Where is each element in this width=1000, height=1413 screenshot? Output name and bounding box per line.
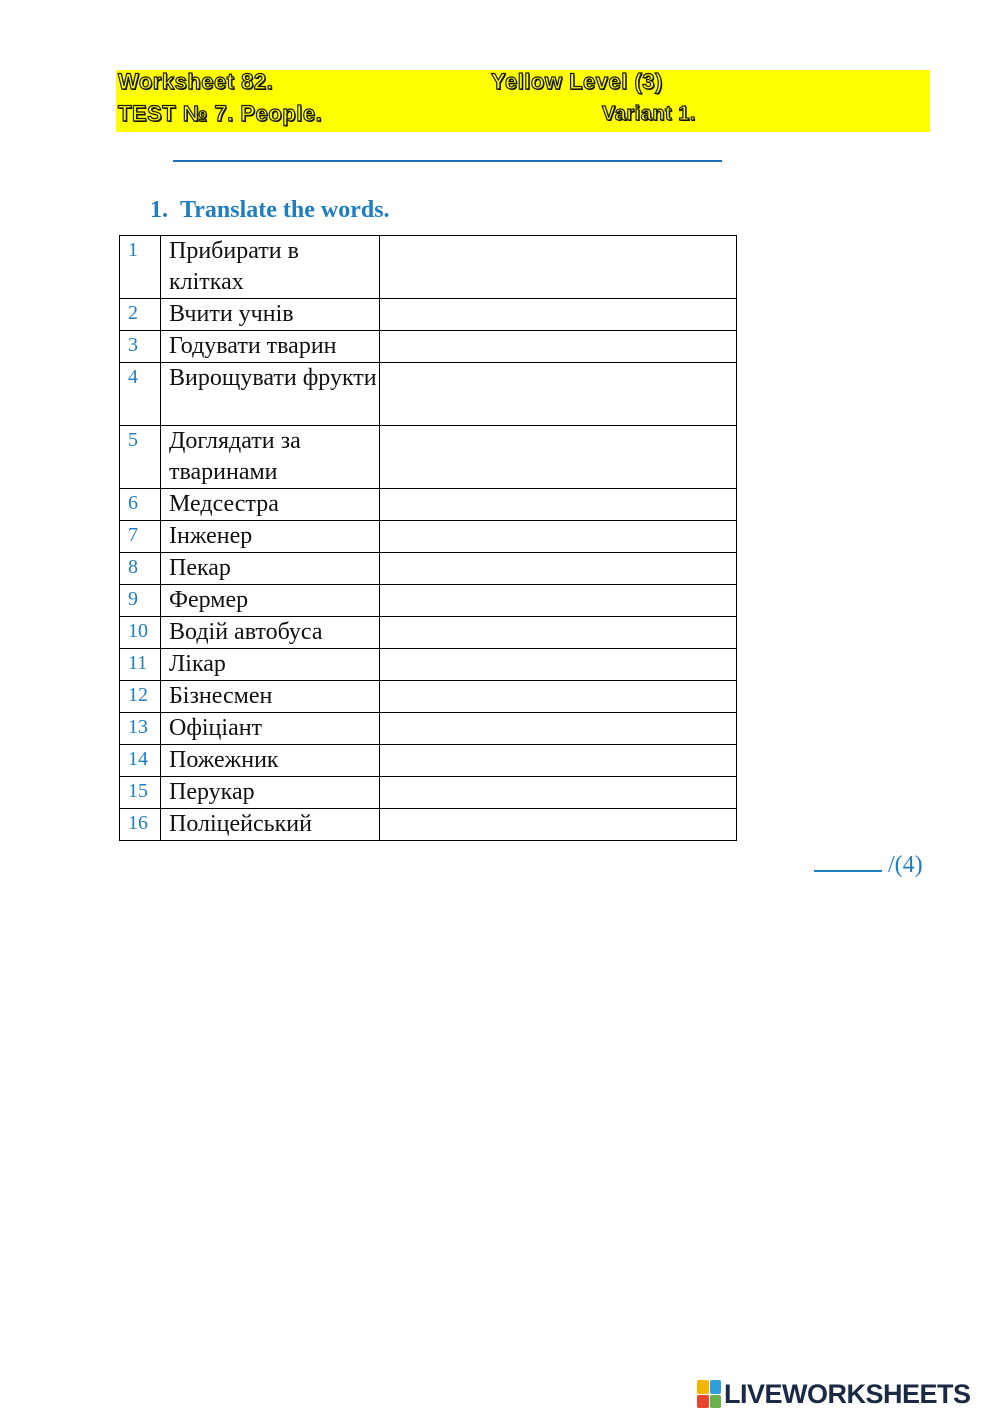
table-row	[120, 299, 737, 331]
row-number: 1	[120, 236, 161, 299]
ukrainian-word: Водій автобуса	[161, 617, 380, 649]
task-heading	[150, 196, 390, 225]
table-row	[120, 489, 737, 521]
row-number: 13	[120, 713, 161, 745]
answer-field[interactable]	[380, 489, 737, 521]
answer-field[interactable]	[380, 299, 737, 331]
table-row	[120, 713, 737, 745]
logo-text: LIVEWORKSHEETS	[724, 1378, 971, 1409]
row-number: 16	[120, 809, 161, 841]
answer-field[interactable]	[380, 713, 737, 745]
row-number: 12	[120, 681, 161, 713]
score-blank[interactable]	[814, 846, 882, 872]
variant-label: Variant 1.	[602, 103, 696, 125]
table-row	[120, 553, 737, 585]
logo-square	[697, 1395, 709, 1409]
ukrainian-word: Доглядати за тваринами	[161, 426, 380, 489]
ukrainian-word: Лікар	[161, 649, 380, 681]
answer-field[interactable]	[380, 585, 737, 617]
table-row	[120, 585, 737, 617]
ukrainian-word: Пекар	[161, 553, 380, 585]
liveworksheets-logo	[697, 1378, 971, 1410]
ukrainian-word: Перукар	[161, 777, 380, 809]
answer-field[interactable]	[380, 745, 737, 777]
answer-field[interactable]	[380, 681, 737, 713]
row-number: 3	[120, 331, 161, 363]
ukrainian-word: Медсестра	[161, 489, 380, 521]
row-number: 4	[120, 363, 161, 426]
answer-field[interactable]	[380, 363, 737, 426]
row-number: 5	[120, 426, 161, 489]
ukrainian-word: Годувати тварин	[161, 331, 380, 363]
table-row	[120, 236, 737, 299]
ukrainian-word: Фермер	[161, 585, 380, 617]
ukrainian-word: Офіціант	[161, 713, 380, 745]
worksheet-label: Worksheet 82.	[118, 69, 274, 94]
table-row	[120, 745, 737, 777]
table-row	[120, 777, 737, 809]
row-number: 7	[120, 521, 161, 553]
answer-field[interactable]	[380, 777, 737, 809]
row-number: 10	[120, 617, 161, 649]
answer-field[interactable]	[380, 617, 737, 649]
table-row	[120, 617, 737, 649]
logo-mark-icon	[697, 1380, 721, 1408]
row-number: 14	[120, 745, 161, 777]
row-number: 9	[120, 585, 161, 617]
answer-field[interactable]	[380, 331, 737, 363]
translation-table	[119, 235, 737, 841]
answer-field[interactable]	[380, 426, 737, 489]
score-total: /(4)	[888, 852, 923, 878]
row-number: 2	[120, 299, 161, 331]
row-number: 11	[120, 649, 161, 681]
task-number: 1.	[150, 197, 168, 223]
test-label: TEST № 7. People.	[118, 101, 323, 126]
answer-field[interactable]	[380, 236, 737, 299]
task-title: Translate the words.	[180, 197, 390, 223]
level-label: Yellow Level (3)	[491, 69, 663, 94]
ukrainian-word: Вчити учнів	[161, 299, 380, 331]
row-number: 15	[120, 777, 161, 809]
answer-field[interactable]	[380, 521, 737, 553]
score-field	[814, 846, 923, 879]
ukrainian-word: Вирощувати фрукти	[161, 363, 380, 426]
table-row	[120, 809, 737, 841]
divider-line	[173, 160, 722, 162]
ukrainian-word: Прибирати в клітках	[161, 236, 380, 299]
table-row	[120, 363, 737, 426]
logo-square	[710, 1380, 722, 1394]
ukrainian-word: Поліцейський	[161, 809, 380, 841]
answer-field[interactable]	[380, 553, 737, 585]
ukrainian-word: Інженер	[161, 521, 380, 553]
ukrainian-word: Пожежник	[161, 745, 380, 777]
ukrainian-word: Бізнесмен	[161, 681, 380, 713]
answer-field[interactable]	[380, 649, 737, 681]
logo-square	[710, 1395, 722, 1409]
table-row	[120, 331, 737, 363]
row-number: 8	[120, 553, 161, 585]
table-row	[120, 426, 737, 489]
logo-square	[697, 1380, 709, 1394]
row-number: 6	[120, 489, 161, 521]
table-row	[120, 649, 737, 681]
answer-field[interactable]	[380, 809, 737, 841]
table-row	[120, 521, 737, 553]
table-row	[120, 681, 737, 713]
